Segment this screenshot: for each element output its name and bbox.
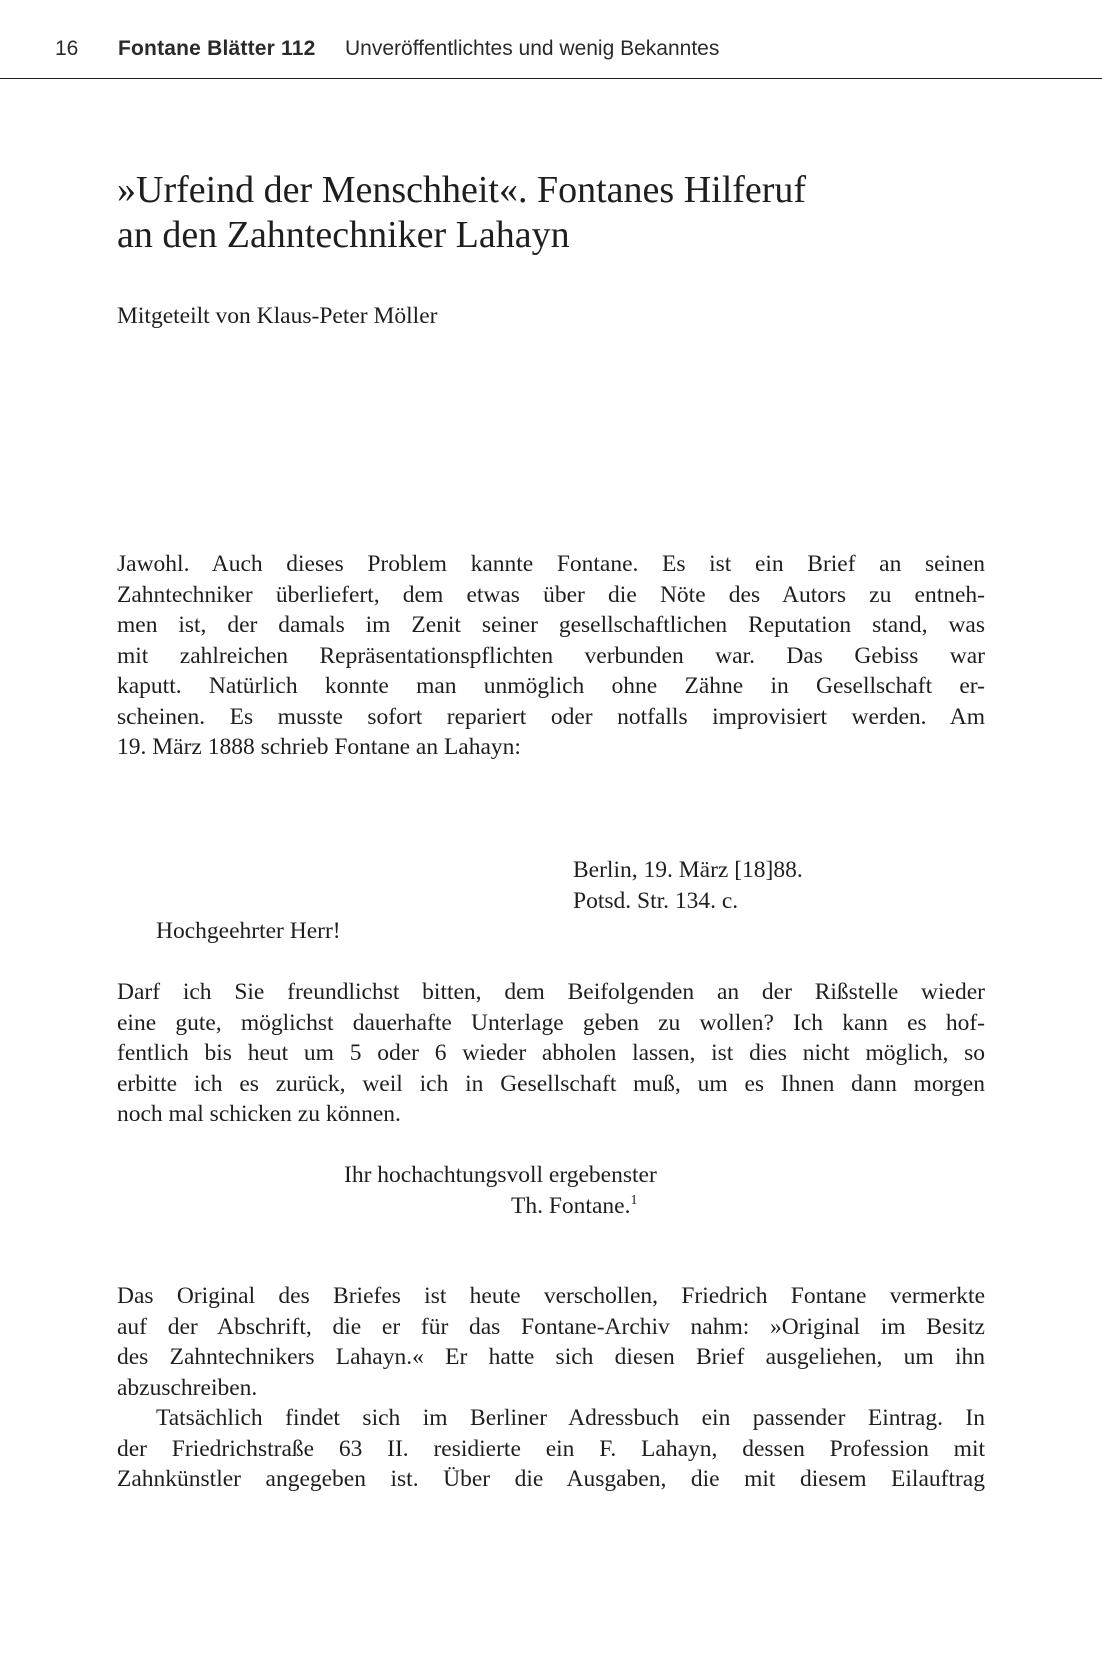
text-line: 19. März 1888 schrieb Fontane an Lahayn: [117, 734, 521, 760]
journal-title: Fontane Blätter 112 [118, 37, 316, 60]
text-line: fentlich bis heut um 5 oder 6 wieder abholen lassen, ist dies nicht möglich, so [117, 1040, 985, 1066]
text-line: noch mal schicken zu können. [117, 1101, 401, 1127]
footnote-marker[interactable]: 1 [630, 1193, 638, 1208]
text-line: eine gute, möglichst dauerhafte Unterlage geben zu wollen? Ich kann es hof- [117, 1009, 985, 1036]
text-line: Jawohl. Auch dieses Problem kannte Fontane. Es ist ein Brief an seinen [117, 551, 985, 577]
byline: Mitgeteilt von Klaus-Peter Möller [117, 303, 438, 329]
text-line: Tatsächlich findet sich im Berliner Adressbuch ein passender Eintrag. In [156, 1405, 985, 1431]
text-line: erbitte ich es zurück, weil ich in Gesellschaft muß, um es Ihnen dann morgen [117, 1070, 985, 1097]
text-line: abzuschreiben. [117, 1374, 258, 1401]
section-title: Unveröffentlichtes und wenig Bekanntes [345, 37, 720, 60]
page-number: 16 [55, 37, 79, 60]
text-line: Darf ich Sie freundlichst bitten, dem Beifolgenden an der Rißstelle wieder [117, 979, 985, 1005]
article-title-line: an den Zahntechniker Lahayn [117, 214, 570, 256]
text-line: der Friedrichstraße 63 II. residierte ein F. Lahayn, dessen Profession mit [117, 1435, 985, 1462]
text-line: scheinen. Es musste sofort repariert oder notfalls improvisiert werden. Am [117, 703, 985, 730]
text-line: kaputt. Natürlich konnte man unmöglich ohne Zähne in Gesellschaft er- [117, 673, 985, 699]
letter-address: Potsd. Str. 134. c. [573, 888, 739, 914]
letter-salutation: Hochgeehrter Herr! [156, 918, 341, 944]
text-line: Zahnkünstler angegeben ist. Über die Ausgaben, die mit diesem Eilauftrag [117, 1466, 985, 1492]
article-title [117, 168, 1017, 258]
letter-place-date: Berlin, 19. März [18]88. [573, 857, 803, 883]
article-title-line: »Urfeind der Menschheit«. Fontanes Hilferuf [117, 169, 807, 211]
text-line: Zahntechniker überliefert, dem etwas über die Nöte des Autors zu entneh- [117, 581, 985, 608]
letter-signature [511, 1191, 637, 1222]
letter-closing: Ihr hochachtungsvoll ergebenster [344, 1162, 657, 1188]
text-line: men ist, der damals im Zenit seiner gesellschaftlichen Reputation stand, was [117, 612, 985, 638]
commentary-paragraph-2 [117, 1403, 985, 1495]
letter-body [117, 977, 985, 1130]
text-line: des Zahntechnikers Lahayn.« Er hatte sich diesen Brief ausgeliehen, um ihn [117, 1344, 985, 1370]
text-line: Das Original des Briefes ist heute verschollen, Friedrich Fontane vermerkte [117, 1283, 985, 1309]
signature-text: Th. Fontane. [511, 1193, 631, 1219]
text-line: auf der Abschrift, die er für das Fontane-Archiv nahm: »Original im Besitz [117, 1313, 985, 1340]
commentary-paragraph-1 [117, 1281, 985, 1403]
intro-paragraph [117, 549, 985, 763]
text-line: mit zahlreichen Repräsentationspflichten verbunden war. Das Gebiss war [117, 642, 985, 669]
running-head [0, 0, 1102, 79]
